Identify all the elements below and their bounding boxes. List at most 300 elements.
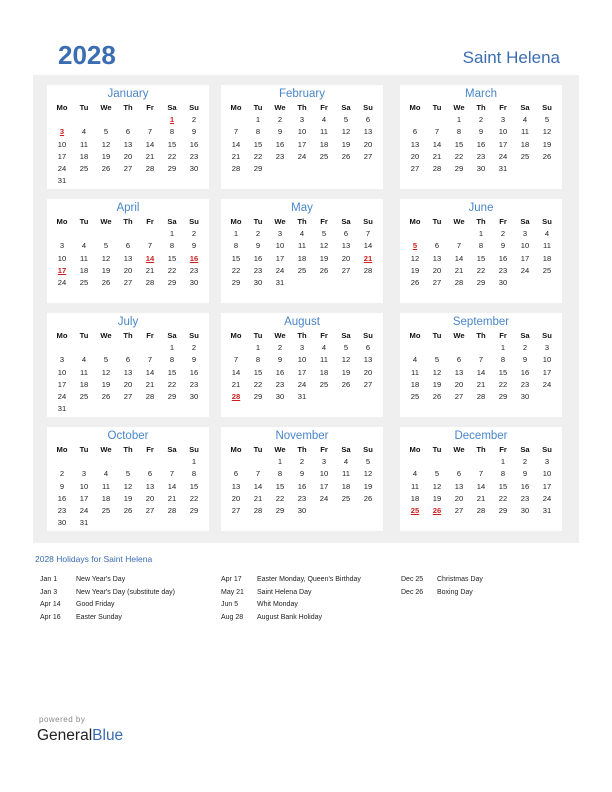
day-cell: 26 [101, 277, 111, 287]
day-cell: 6 [125, 241, 131, 251]
empty-cell [426, 456, 448, 468]
day-cell: 4 [522, 115, 528, 125]
empty-cell [426, 228, 448, 240]
day-cell: 30 [297, 505, 307, 515]
weekday-header: Sa [341, 445, 351, 454]
day-cell: 19 [432, 379, 442, 389]
day-cell: 22 [189, 493, 199, 503]
empty-cell [426, 342, 448, 354]
day-cell: 27 [341, 265, 351, 275]
day-cell: 18 [79, 265, 89, 275]
day-cell: 17 [498, 139, 508, 149]
day-cell: 13 [123, 367, 133, 377]
holiday-row [40, 576, 175, 589]
day-cell: 17 [79, 493, 89, 503]
day-cell: 8 [169, 241, 175, 251]
day-cell: 12 [542, 127, 552, 137]
day-cell: 28 [363, 265, 373, 275]
day-cell: 19 [542, 139, 552, 149]
day-grid [404, 330, 558, 403]
day-cell: 4 [321, 115, 327, 125]
day-cell: 18 [410, 493, 420, 503]
day-cell: 29 [167, 277, 177, 287]
day-cell: 2 [191, 229, 197, 239]
day-cell: 1 [277, 457, 283, 467]
month-name: December [454, 430, 508, 442]
day-cell: 18 [101, 493, 111, 503]
day-cell: 13 [454, 481, 464, 491]
day-cell: 26 [101, 391, 111, 401]
holiday-date: Aug 28 [221, 613, 244, 621]
day-cell: 29 [231, 277, 241, 287]
weekday-header: Fr [499, 103, 507, 112]
weekday-header: Sa [520, 445, 530, 454]
day-cell: 21 [145, 265, 155, 275]
day-grid [225, 330, 379, 403]
weekday-header: Th [476, 103, 486, 112]
calendar-panel [33, 75, 579, 543]
empty-cell [247, 456, 269, 468]
day-cell: 7 [147, 127, 153, 137]
day-cell: 2 [255, 229, 261, 239]
day-cell: 28 [231, 163, 241, 173]
day-cell: 22 [253, 151, 263, 161]
weekday-header: Tu [253, 103, 263, 112]
holiday-row [221, 601, 361, 614]
year-title: 2028 [58, 40, 116, 70]
weekday-header: Th [476, 445, 486, 454]
weekday-header: Th [123, 445, 133, 454]
month-name: March [465, 88, 497, 100]
day-cell: 15 [476, 253, 486, 263]
weekday-header: Mo [56, 331, 68, 340]
day-cell: 5 [103, 355, 109, 365]
day-cell: 22 [167, 151, 177, 161]
day-cell: 18 [410, 379, 420, 389]
weekday-header: We [100, 331, 112, 340]
weekday-header: We [100, 103, 112, 112]
day-cell: 31 [57, 176, 67, 186]
day-cell: 15 [231, 253, 241, 263]
day-cell: 3 [500, 115, 506, 125]
day-cell: 24 [319, 493, 329, 503]
day-cell: 20 [231, 493, 241, 503]
month-april [47, 199, 209, 303]
day-cell: 4 [544, 229, 550, 239]
day-cell: 4 [412, 355, 418, 365]
day-cell: 22 [253, 379, 263, 389]
day-cell: 9 [299, 469, 305, 479]
day-grid [51, 330, 205, 415]
day-cell: 13 [363, 355, 373, 365]
day-cell: 6 [125, 355, 131, 365]
day-cell: 29 [275, 505, 285, 515]
weekday-header: Sa [520, 103, 530, 112]
weekday-header: We [100, 445, 112, 454]
day-cell: 8 [233, 241, 239, 251]
month-october [47, 427, 209, 531]
day-cell: 5 [434, 469, 440, 479]
day-grid [225, 102, 379, 175]
day-cell: 24 [57, 391, 67, 401]
day-cell: 19 [432, 493, 442, 503]
holiday-column [221, 576, 361, 626]
day-cell: 21 [476, 379, 486, 389]
day-cell: 7 [478, 355, 484, 365]
day-cell: 25 [79, 277, 89, 287]
day-cell: 21 [145, 151, 155, 161]
day-cell: 6 [343, 229, 349, 239]
day-cell: 1 [169, 343, 175, 353]
weekday-header: Tu [79, 445, 89, 454]
day-cell: 11 [80, 139, 88, 149]
holiday-date: May 21 [221, 588, 244, 596]
day-cell: 21 [253, 493, 263, 503]
day-cell: 11 [80, 367, 88, 377]
weekday-header: Mo [409, 217, 421, 226]
weekday-header: Sa [341, 217, 351, 226]
day-cell: 20 [454, 493, 464, 503]
country-title: Saint Helena [462, 48, 560, 67]
day-cell: 29 [167, 163, 177, 173]
weekday-header: Sa [341, 103, 351, 112]
day-cell: 25 [101, 505, 111, 515]
day-cell: 20 [145, 493, 155, 503]
day-cell: 10 [542, 355, 552, 365]
day-cell: 15 [253, 139, 263, 149]
holiday-name: Good Friday [76, 601, 115, 608]
empty-cell [225, 342, 247, 354]
day-cell: 28 [253, 505, 263, 515]
holiday-date: Dec 26 [401, 588, 424, 596]
day-cell: 20 [123, 265, 133, 275]
day-cell: 9 [277, 355, 283, 365]
day-cell: 15 [454, 139, 464, 149]
day-cell: 21 [454, 265, 464, 275]
day-cell: 16 [297, 481, 307, 491]
day-cell: 25 [520, 151, 530, 161]
weekday-header: We [453, 331, 465, 340]
day-cell: 24 [542, 379, 552, 389]
month-august [221, 313, 383, 417]
day-cell: 1 [500, 343, 506, 353]
day-cell: 1 [255, 343, 261, 353]
month-name: September [452, 316, 510, 328]
day-cell: 7 [456, 241, 462, 251]
empty-cell [448, 456, 470, 468]
holiday-day: 17 [57, 265, 67, 275]
day-cell: 23 [189, 265, 199, 275]
day-cell: 10 [275, 241, 285, 251]
weekday-header: Mo [230, 331, 242, 340]
empty-cell [51, 456, 73, 468]
day-cell: 31 [498, 163, 508, 173]
weekday-header: Mo [56, 103, 68, 112]
empty-cell [448, 228, 470, 240]
holiday-row [40, 601, 175, 614]
weekday-header: Fr [499, 217, 507, 226]
day-cell: 23 [297, 493, 307, 503]
day-cell: 31 [275, 277, 285, 287]
day-cell: 20 [454, 379, 464, 389]
day-cell: 5 [103, 127, 109, 137]
day-cell: 28 [432, 163, 442, 173]
day-cell: 14 [476, 481, 486, 491]
day-cell: 28 [476, 505, 486, 515]
holiday-day: 5 [412, 241, 418, 251]
day-cell: 6 [147, 469, 153, 479]
month-february [221, 85, 383, 189]
day-cell: 20 [363, 139, 373, 149]
day-cell: 13 [363, 127, 373, 137]
day-cell: 30 [57, 518, 67, 528]
weekday-header: Su [189, 217, 199, 226]
day-cell: 26 [101, 163, 111, 173]
day-cell: 15 [167, 253, 177, 263]
month-name: April [116, 202, 140, 214]
day-cell: 19 [363, 481, 373, 491]
month-november [221, 427, 383, 531]
day-cell: 30 [253, 277, 263, 287]
weekday-header: Mo [409, 445, 421, 454]
day-cell: 18 [542, 253, 552, 263]
day-cell: 2 [299, 457, 305, 467]
holiday-name: Christmas Day [437, 576, 483, 583]
day-cell: 24 [297, 379, 307, 389]
day-cell: 28 [454, 277, 464, 287]
month-may [221, 199, 383, 303]
day-cell: 30 [189, 163, 199, 173]
day-cell: 20 [123, 379, 133, 389]
day-cell: 18 [319, 139, 329, 149]
day-cell: 3 [59, 241, 65, 251]
day-cell: 9 [478, 127, 484, 137]
empty-cell [73, 228, 95, 240]
day-cell: 19 [101, 265, 111, 275]
empty-cell [73, 456, 95, 468]
day-cell: 12 [101, 367, 111, 377]
day-cell: 24 [79, 505, 89, 515]
weekday-header: Tu [432, 217, 442, 226]
day-cell: 23 [520, 493, 530, 503]
weekday-header: We [453, 103, 465, 112]
day-cell: 1 [456, 115, 462, 125]
month-name: February [278, 88, 326, 100]
day-cell: 13 [123, 253, 133, 263]
day-cell: 5 [434, 355, 440, 365]
day-cell: 7 [169, 469, 175, 479]
day-cell: 25 [79, 391, 89, 401]
empty-cell [139, 456, 161, 468]
day-cell: 27 [123, 391, 133, 401]
weekday-header: Tu [253, 445, 263, 454]
month-name: January [107, 88, 149, 100]
day-cell: 4 [321, 343, 327, 353]
weekday-header: Su [363, 445, 373, 454]
weekday-header: Sa [167, 445, 177, 454]
day-cell: 3 [299, 115, 305, 125]
day-cell: 30 [189, 277, 199, 287]
day-cell: 8 [478, 241, 484, 251]
empty-cell [117, 228, 139, 240]
day-cell: 10 [498, 127, 508, 137]
holiday-date: Dec 25 [401, 576, 424, 583]
day-cell: 17 [297, 367, 307, 377]
weekday-header: Su [542, 103, 552, 112]
day-cell: 18 [79, 151, 89, 161]
month-name: July [117, 316, 139, 328]
day-cell: 21 [231, 151, 241, 161]
day-cell: 26 [432, 391, 442, 401]
weekday-header: Su [363, 103, 373, 112]
day-cell: 2 [277, 115, 283, 125]
brand-blue: Blue [92, 727, 124, 744]
day-cell: 9 [277, 127, 283, 137]
day-cell: 31 [57, 404, 67, 414]
day-cell: 5 [125, 469, 131, 479]
day-cell: 29 [498, 505, 508, 515]
day-cell: 23 [476, 151, 486, 161]
day-cell: 8 [456, 127, 462, 137]
holiday-row [401, 589, 483, 602]
holiday-row [221, 614, 361, 627]
day-cell: 27 [432, 277, 442, 287]
day-cell: 1 [169, 229, 175, 239]
day-cell: 2 [191, 343, 197, 353]
weekday-header: Tu [253, 217, 263, 226]
day-cell: 16 [189, 139, 199, 149]
day-cell: 2 [277, 343, 283, 353]
day-cell: 23 [275, 379, 285, 389]
day-cell: 20 [410, 151, 420, 161]
day-cell: 14 [454, 253, 464, 263]
day-cell: 7 [147, 241, 153, 251]
day-cell: 31 [297, 391, 307, 401]
day-cell: 26 [410, 277, 420, 287]
day-cell: 8 [500, 469, 506, 479]
weekday-header: Su [189, 103, 199, 112]
weekday-header: Fr [320, 217, 328, 226]
weekday-header: Mo [409, 331, 421, 340]
day-cell: 21 [476, 493, 486, 503]
day-cell: 24 [57, 163, 67, 173]
day-cell: 20 [341, 253, 351, 263]
day-cell: 10 [520, 241, 530, 251]
day-cell: 13 [432, 253, 442, 263]
day-cell: 7 [434, 127, 440, 137]
empty-cell [426, 114, 448, 126]
day-cell: 11 [320, 127, 328, 137]
day-cell: 23 [520, 379, 530, 389]
day-cell: 25 [79, 163, 89, 173]
day-cell: 4 [299, 229, 305, 239]
day-cell: 10 [297, 355, 307, 365]
day-cell: 26 [341, 379, 351, 389]
day-cell: 11 [298, 241, 306, 251]
day-cell: 12 [101, 253, 111, 263]
day-cell: 26 [542, 151, 552, 161]
holiday-day: 16 [189, 253, 199, 263]
day-cell: 27 [145, 505, 155, 515]
brand-logo[interactable] [37, 727, 123, 745]
weekday-header: We [274, 217, 286, 226]
weekday-header: We [274, 103, 286, 112]
empty-cell [161, 456, 183, 468]
day-cell: 25 [542, 265, 552, 275]
holiday-day: 21 [363, 253, 373, 263]
day-cell: 26 [363, 493, 373, 503]
weekday-header: Tu [432, 331, 442, 340]
weekday-header: Su [363, 331, 373, 340]
day-cell: 9 [191, 241, 197, 251]
holiday-day: 14 [145, 253, 155, 263]
weekday-header: We [453, 217, 465, 226]
empty-cell [139, 114, 161, 126]
day-cell: 11 [521, 127, 529, 137]
day-cell: 25 [297, 265, 307, 275]
day-cell: 13 [341, 241, 351, 251]
day-cell: 12 [432, 481, 442, 491]
holiday-date: Jan 1 [40, 576, 58, 583]
day-grid [404, 444, 558, 517]
day-cell: 27 [123, 277, 133, 287]
weekday-header: Fr [499, 445, 507, 454]
month-june [400, 199, 562, 303]
day-cell: 18 [520, 139, 530, 149]
day-cell: 8 [169, 355, 175, 365]
holiday-column [401, 576, 483, 601]
day-cell: 12 [123, 481, 133, 491]
day-cell: 21 [231, 379, 241, 389]
day-cell: 22 [454, 151, 464, 161]
day-cell: 11 [102, 481, 110, 491]
holiday-row [40, 589, 175, 602]
day-cell: 14 [231, 139, 241, 149]
weekday-header: Th [123, 331, 133, 340]
holiday-row [40, 614, 175, 627]
day-cell: 23 [498, 265, 508, 275]
day-cell: 29 [253, 163, 263, 173]
day-cell: 16 [189, 367, 199, 377]
day-cell: 17 [57, 151, 67, 161]
weekday-header: Fr [146, 445, 154, 454]
weekday-header: Tu [79, 217, 89, 226]
day-grid [51, 216, 205, 289]
day-cell: 12 [363, 469, 373, 479]
weekday-header: Fr [146, 103, 154, 112]
day-cell: 16 [275, 139, 285, 149]
day-cell: 4 [81, 355, 87, 365]
day-cell: 28 [167, 505, 177, 515]
day-cell: 15 [189, 481, 199, 491]
day-cell: 11 [80, 253, 88, 263]
weekday-header: Fr [320, 103, 328, 112]
day-cell: 9 [191, 127, 197, 137]
day-cell: 14 [145, 367, 155, 377]
day-cell: 24 [520, 265, 530, 275]
day-cell: 8 [277, 469, 283, 479]
day-cell: 19 [341, 139, 351, 149]
weekday-header: Fr [146, 331, 154, 340]
day-cell: 25 [341, 493, 351, 503]
weekday-header: Su [542, 331, 552, 340]
day-cell: 22 [167, 379, 177, 389]
day-cell: 30 [520, 505, 530, 515]
day-cell: 5 [103, 241, 109, 251]
day-cell: 15 [167, 139, 177, 149]
day-cell: 13 [454, 367, 464, 377]
weekday-header: Mo [230, 103, 242, 112]
